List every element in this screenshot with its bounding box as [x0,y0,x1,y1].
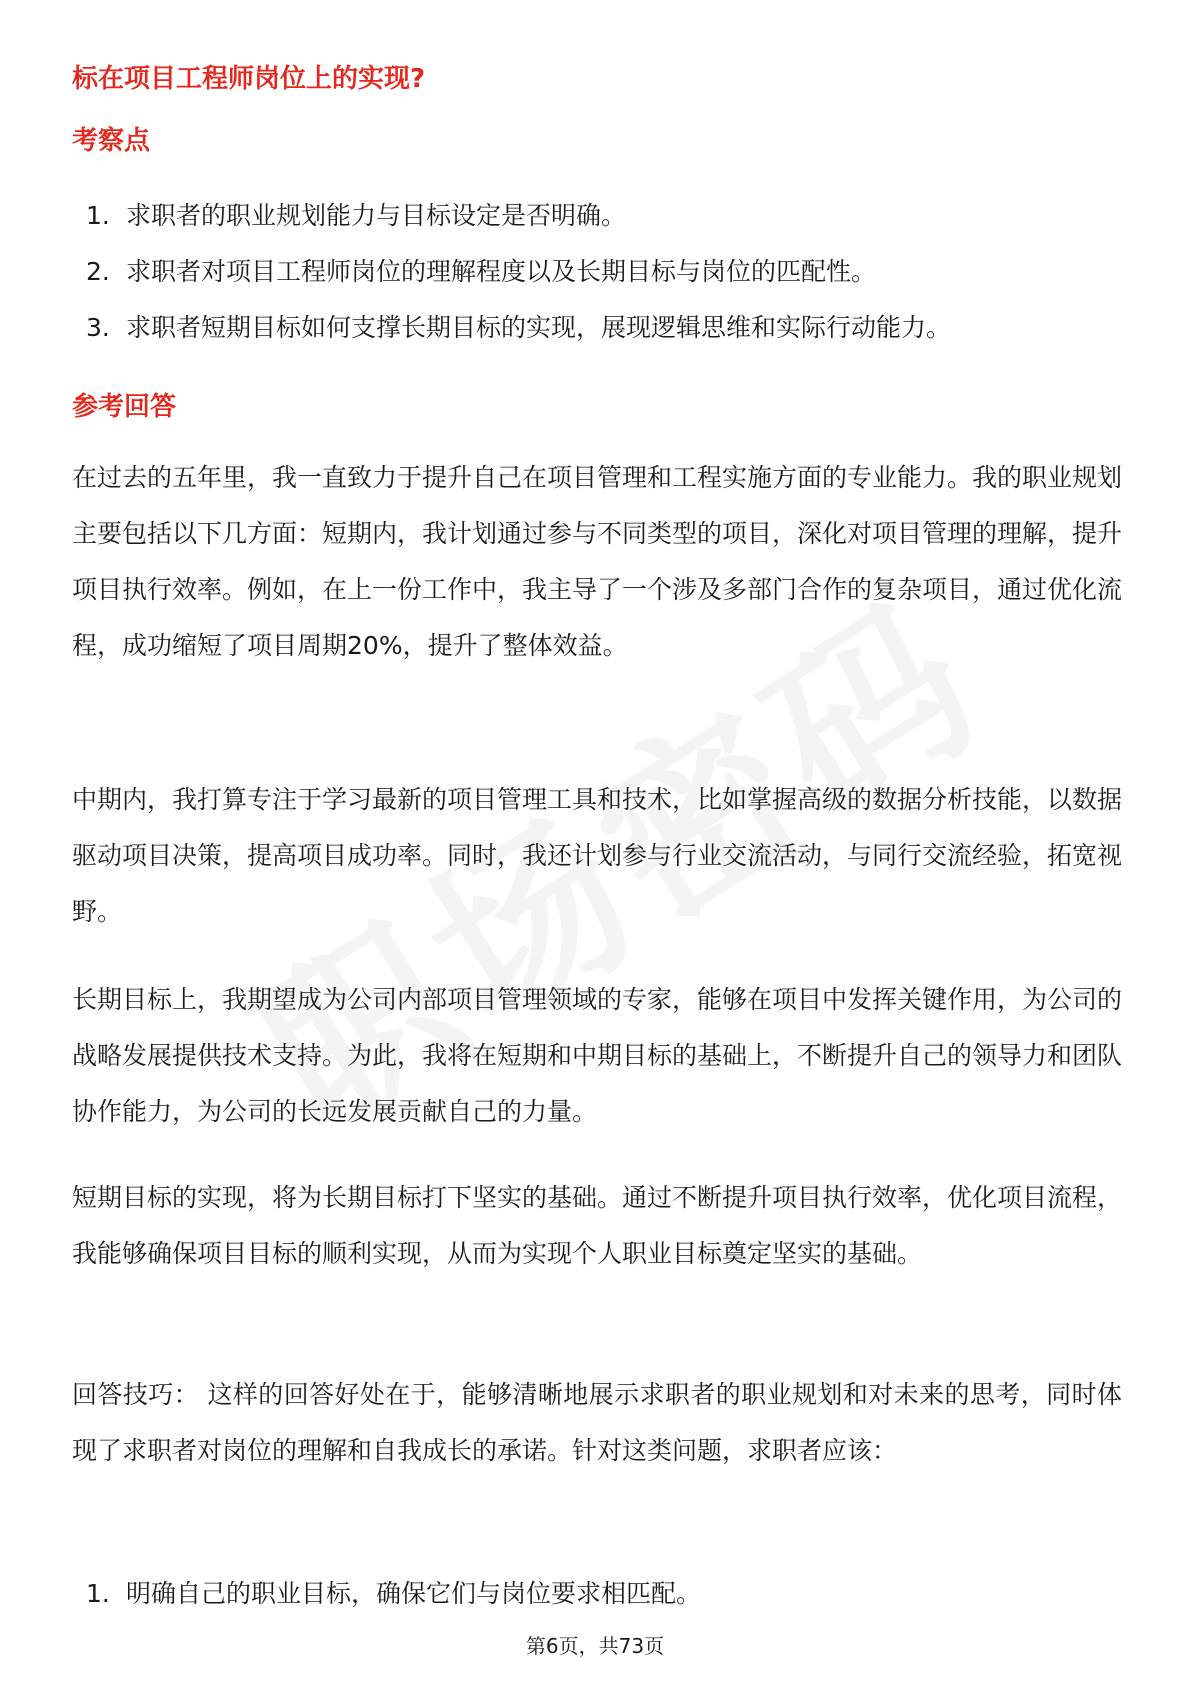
list-text: 求职者的职业规划能力与目标设定是否明确。 [126,201,627,230]
assessment-points-list [72,188,1132,356]
list-text: 求职者对项目工程师岗位的理解程度以及长期目标与岗位的匹配性。 [126,257,877,286]
section-heading-kaochadian: 考察点 [72,126,151,156]
answer-paragraph-2: 中期内，我打算专注于学习最新的项目管理工具和技术，比如掌握高级的数据分析技能，以数据驱动项目决策，提高项目成功率。同时，我还计划参与行业交流活动，与同行交流经验，拓宽视野。 [72,785,1123,926]
list-text: 求职者短期目标如何支撑长期目标的实现，展现逻辑思维和实际行动能力。 [126,313,952,342]
list-item [72,244,1132,300]
list-item [72,188,1132,244]
answer-paragraph-1: 在过去的五年里，我一直致力于提升自己在项目管理和工程实施方面的专业能力。我的职业规划主要包括以下几方面：短期内，我计划通过参与不同类型的项目，深化对项目管理的理解，提升项目执行效率。例如，在上一份工作中，我主导了一个涉及多部门合作的复杂项目，通过优化流程，成功缩短了项目周期20%，提升了整体效益。 [72,463,1123,660]
tips-list [72,1566,1132,1622]
list-number: 2. [86,257,110,286]
answer-tips-paragraph: 回答技巧： 这样的回答好处在于，能够清晰地展示求职者的职业规划和对未来的思考，同时体现了求职者对岗位的理解和自我成长的承诺。针对这类问题，求职者应该： [72,1380,1122,1465]
page-footer: 第6页，共73页 [525,1634,665,1658]
answer-paragraph-3: 长期目标上，我期望成为公司内部项目管理领域的专家，能够在项目中发挥关键作用，为公司的战略发展提供技术支持。为此，我将在短期和中期目标的基础上，不断提升自己的领导力和团队协作能力，为公司的长远发展贡献自己的力量。 [72,985,1123,1126]
question-title: 标在项目工程师岗位上的实现? [72,64,426,94]
list-number: 3. [86,313,110,342]
list-text: 明确自己的职业目标，确保它们与岗位要求相匹配。 [126,1579,702,1608]
list-number: 1. [86,201,110,230]
list-item [72,1566,1132,1622]
answer-paragraph-4: 短期目标的实现，将为长期目标打下坚实的基础。通过不断提升项目执行效率，优化项目流程，我能够确保项目目标的顺利实现，从而为实现个人职业目标奠定坚实的基础。 [72,1183,1123,1268]
section-heading-cankaohuida: 参考回答 [72,392,177,422]
list-number: 1. [86,1579,110,1608]
list-item [72,300,1132,356]
